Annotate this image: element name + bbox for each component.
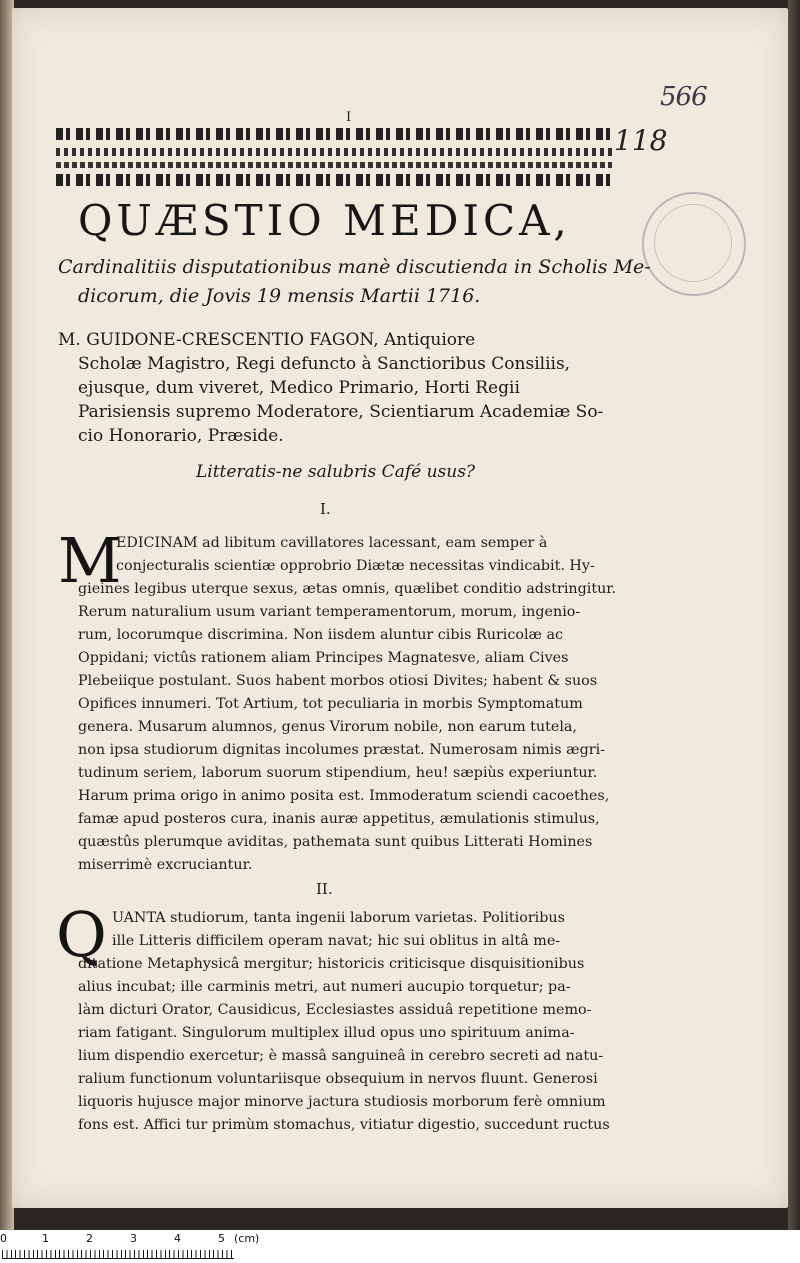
body-line: miserrimè excruciantur. xyxy=(78,857,253,873)
body-line: ralium functionum voluntariisque obsequium in nervos fluunt. Generosi xyxy=(78,1071,598,1087)
drop-cap: M xyxy=(58,524,122,597)
body-line: famæ apud posteros cura, inanis auræ appetitus, æmulationis stimulus, xyxy=(78,811,600,827)
body-line: ille Litteris difficilem operam navat; hic sui oblitus in altâ me- xyxy=(112,933,561,949)
body-line: EDICINAM ad libitum cavillatores lacessant, eam semper à xyxy=(116,535,548,551)
body-line: alius incubat; ille carminis metri, aut numeri aucupio torquetur; pa- xyxy=(78,979,571,995)
body-line: fons est. Affici tur primùm stomachus, vitiatur digestio, succedunt ructus xyxy=(78,1117,610,1133)
presider-line: Scholæ Magistro, Regi defuncto à Sanctioribus Consiliis, xyxy=(78,354,571,374)
document-title: QUÆSTIO MEDICA, xyxy=(78,196,571,245)
folio-number: 118 xyxy=(614,124,668,157)
page-number: I xyxy=(346,110,352,125)
body-line: Rerum naturalium usum variant temperamentorum, morum, ingenio- xyxy=(78,604,581,620)
body-line: Harum prima origo in animo posita est. Immoderatum sciendi cacoethes, xyxy=(78,788,610,804)
body-line: làm dicturi Orator, Causidicus, Ecclesiastes assiduâ repetitione memo- xyxy=(78,1002,592,1018)
ruler-label: 4 xyxy=(174,1232,181,1245)
ruler-label: 1 xyxy=(42,1232,49,1245)
section-number: II. xyxy=(316,880,333,898)
presider-line: Parisiensis supremo Moderatore, Scientiarum Academiæ So- xyxy=(78,402,604,422)
ornament-row xyxy=(56,128,612,140)
body-line: gieines legibus uterque sexus, ætas omnis, quælibet conditio adstringitur. xyxy=(78,581,617,597)
body-line: tudinum seriem, laborum suorum stipendium, heu! sæpiùs experiuntur. xyxy=(78,765,598,781)
scale-ruler xyxy=(0,1232,260,1260)
drop-cap: Q xyxy=(56,898,107,971)
decorative-header-band xyxy=(56,124,612,188)
body-line: riam fatigant. Singulorum multiplex illud opus uno spirituum anima- xyxy=(78,1025,575,1041)
body-line: rum, locorumque discrimina. Non iisdem aluntur cibis Ruricolæ ac xyxy=(78,627,564,643)
ruler-ticks xyxy=(2,1250,234,1259)
section-number: I. xyxy=(320,500,331,518)
presider-line: cio Honorario, Præside. xyxy=(78,426,284,446)
ornament-row xyxy=(56,174,612,186)
body-line: genera. Musarum alumnos, genus Virorum nobile, non earum tutela, xyxy=(78,719,577,735)
body-line: conjecturalis scientiæ opprobrio Diætæ necessitas vindicabit. Hy- xyxy=(116,558,595,574)
ruler-unit-label: (cm) xyxy=(234,1232,260,1245)
body-line: quæstûs plerumque aviditas, pathemata sunt quibus Litterati Homines xyxy=(78,834,593,850)
body-line: liquoris hujusce major minorve jactura studiosis morborum ferè omnium xyxy=(78,1094,606,1110)
ruler-label: 3 xyxy=(130,1232,137,1245)
body-line: Oppidani; victûs rationem aliam Principes Magnatesve, aliam Cives xyxy=(78,650,569,666)
ruler-label: 2 xyxy=(86,1232,93,1245)
body-line: Plebeiique postulant. Suos habent morbos otiosi Divites; habent & suos xyxy=(78,673,598,689)
page-stack-edge xyxy=(788,0,800,1230)
ruler-label: 5 xyxy=(218,1232,225,1245)
subtitle-line: Cardinalitiis disputationibus manè discutienda in Scholis Me- xyxy=(58,256,651,278)
subtitle-line: dicorum, die Jovis 19 mensis Martii 1716. xyxy=(78,285,481,307)
library-stamp xyxy=(642,192,746,296)
ornament-row xyxy=(56,148,612,156)
body-line: non ipsa studiorum dignitas incolumes præstat. Numerosam nimis ægri- xyxy=(78,742,605,758)
handwritten-number: 566 xyxy=(660,82,707,112)
question-heading: Litteratis-ne salubris Café usus? xyxy=(196,462,476,482)
ruler-label: 0 xyxy=(0,1232,7,1245)
body-line: lium dispendio exercetur; è massâ sanguineâ in cerebro secreti ad natu- xyxy=(78,1048,604,1064)
body-line: Opifices innumeri. Tot Artium, tot peculiaria in morbis Symptomatum xyxy=(78,696,583,712)
presider-line: M. GUIDONE-CRESCENTIO FAGON, Antiquiore xyxy=(58,330,476,350)
presider-line: ejusque, dum viveret, Medico Primario, Horti Regii xyxy=(78,378,520,398)
body-line: UANTA studiorum, tanta ingenii laborum varietas. Politioribus xyxy=(112,910,565,926)
ornament-row xyxy=(56,162,612,168)
body-line: ditatione Metaphysicâ mergitur; historicis criticisque disquisitionibus xyxy=(78,956,585,972)
